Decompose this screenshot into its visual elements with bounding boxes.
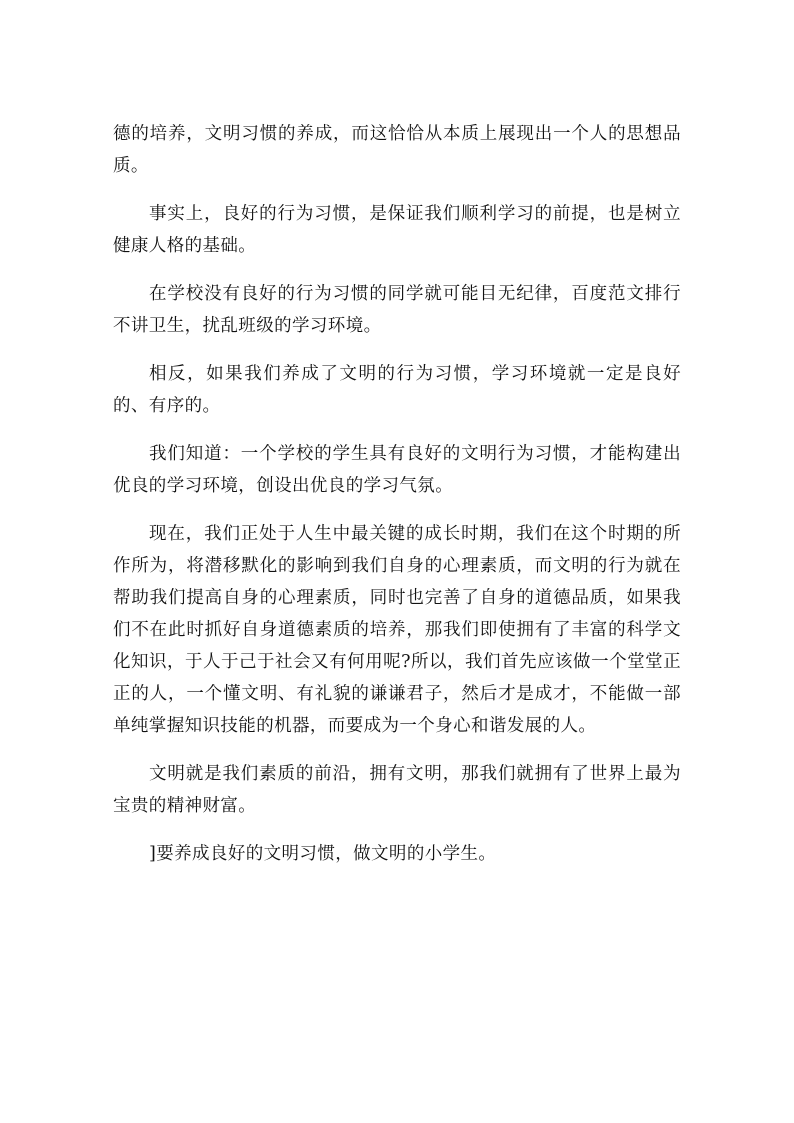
paragraph-7: 文明就是我们素质的前沿，拥有文明，那我们就拥有了世界上最为宝贵的精神财富。 [113, 764, 681, 816]
paragraph-5: 我们知道：一个学校的学生具有良好的文明行为习惯，才能构建出优良的学习环境，创设出优良的学习气氛。 [113, 444, 681, 496]
paragraph-6: 现在，我们正处于人生中最关键的成长时期，我们在这个时期的所作所为，将潜移默化的影响到我们自身的心理素质，而文明的行为就在帮助我们提高自身的心理素质，同时也完善了自身的道德品质，如果我们不在此时抓好自身道德素质的培养，那我们即使拥有了丰富的科学文化知识，于人于己于社会又有何用呢?所以，我们首先应该做一个堂堂正正的人，一个懂文明、有礼貌的谦谦君子，然后才是成才，不能做一部单纯掌握知识技能的机器，而要成为一个身心和谐发展的人。 [113, 524, 681, 736]
paragraph-4: 相反，如果我们养成了文明的行为习惯，学习环境就一定是良好的、有序的。 [113, 364, 681, 416]
document-page [113, 118, 681, 886]
paragraph-1: 德的培养，文明习惯的养成，而这恰恰从本质上展现出一个人的思想品质。 [113, 124, 681, 176]
paragraph-3: 在学校没有良好的行为习惯的同学就可能目无纪律，百度范文排行不讲卫生，扰乱班级的学习环境。 [113, 284, 681, 336]
paragraph-2: 事实上，良好的行为习惯，是保证我们顺利学习的前提，也是树立健康人格的基础。 [113, 204, 681, 256]
paragraph-8: ]要养成良好的文明习惯，做文明的小学生。 [149, 844, 497, 864]
